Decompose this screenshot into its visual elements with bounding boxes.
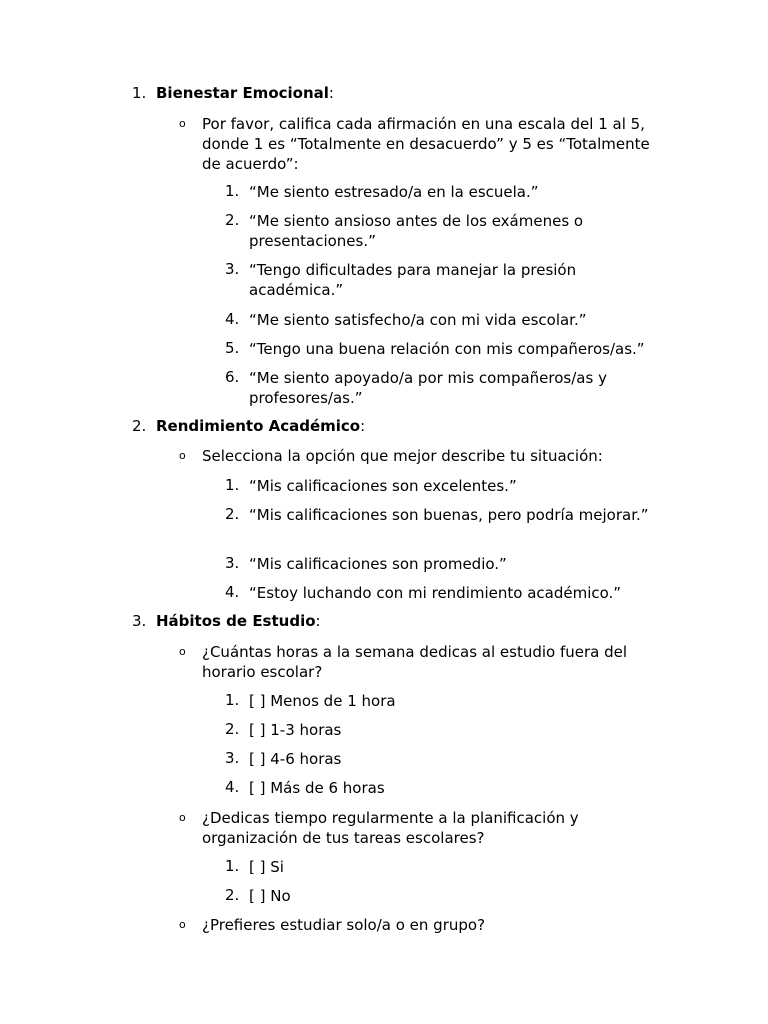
option-text: “Me siento satisfecho/a con mi vida escolar.” [249, 311, 587, 329]
question-text: Selecciona la opción que mejor describe tu situación: [202, 447, 603, 465]
option-text: “Me siento estresado/a en la escuela.” [249, 183, 539, 201]
section-title-colon: : [315, 612, 321, 630]
option-text: “Mis calificaciones son excelentes.” [249, 477, 517, 495]
option-number: 6. [225, 368, 240, 386]
section-title-text: Bienestar Emocional [156, 84, 329, 102]
question-text: Por favor, califica cada afirmación en una escala del 1 al 5, donde 1 es “Totalmente en desacuerdo” y 5 es “Totalmente de acuerdo”: [202, 115, 650, 173]
option-number: 1. [225, 857, 240, 875]
option-number: 4. [225, 583, 240, 601]
option-number: 3. [225, 749, 240, 767]
section-title-text: Rendimiento Académico [156, 417, 361, 435]
option-number: 2. [225, 211, 240, 229]
option-number: 4. [225, 310, 240, 328]
section-title [156, 417, 365, 435]
option-text: [ ] 4-6 horas [249, 750, 342, 768]
question-text: ¿Dedicas tiempo regularmente a la planificación y organización de tus tareas escolares? [202, 809, 579, 847]
option-text: [ ] 1-3 horas [249, 721, 342, 739]
option-text: “Tengo dificultades para manejar la presión académica.” [249, 261, 577, 299]
option-number: 2. [225, 720, 240, 738]
option-text: [ ] Si [249, 858, 284, 876]
bullet-marker: o [179, 449, 186, 462]
option-text: “Tengo una buena relación con mis compañeros/as.” [249, 340, 645, 358]
section-title-colon: : [328, 84, 334, 102]
section-number: 3. [132, 612, 147, 630]
option-text: “Mis calificaciones son buenas, pero podría mejorar.” [249, 506, 649, 524]
option-number: 5. [225, 339, 240, 357]
section-title [156, 84, 334, 102]
option-number: 1. [225, 691, 240, 709]
option-text: [ ] No [249, 887, 291, 905]
option-number: 1. [225, 182, 240, 200]
section-number: 2. [132, 417, 147, 435]
bullet-marker: o [179, 117, 186, 130]
bullet-marker: o [179, 918, 186, 931]
section-title-text: Hábitos de Estudio [156, 612, 316, 630]
option-text: “Estoy luchando con mi rendimiento académico.” [249, 584, 622, 602]
option-number: 4. [225, 778, 240, 796]
section-number: 1. [132, 84, 147, 102]
bullet-marker: o [179, 645, 186, 658]
option-number: 2. [225, 886, 240, 904]
option-text: “Mis calificaciones son promedio.” [249, 555, 507, 573]
section-title-colon: : [360, 417, 366, 435]
bullet-marker: o [179, 811, 186, 824]
question-text: ¿Prefieres estudiar solo/a o en grupo? [202, 916, 486, 934]
option-text: “Me siento ansioso antes de los exámenes o presentaciones.” [249, 212, 584, 250]
option-number: 2. [225, 505, 240, 523]
option-text: [ ] Más de 6 horas [249, 779, 385, 797]
option-text: “Me siento apoyado/a por mis compañeros/as y profesores/as.” [249, 369, 607, 407]
question-text: ¿Cuántas horas a la semana dedicas al estudio fuera del horario escolar? [202, 643, 628, 681]
option-number: 3. [225, 554, 240, 572]
option-number: 3. [225, 260, 240, 278]
option-number: 1. [225, 476, 240, 494]
section-title [156, 612, 321, 630]
option-text: [ ] Menos de 1 hora [249, 692, 396, 710]
